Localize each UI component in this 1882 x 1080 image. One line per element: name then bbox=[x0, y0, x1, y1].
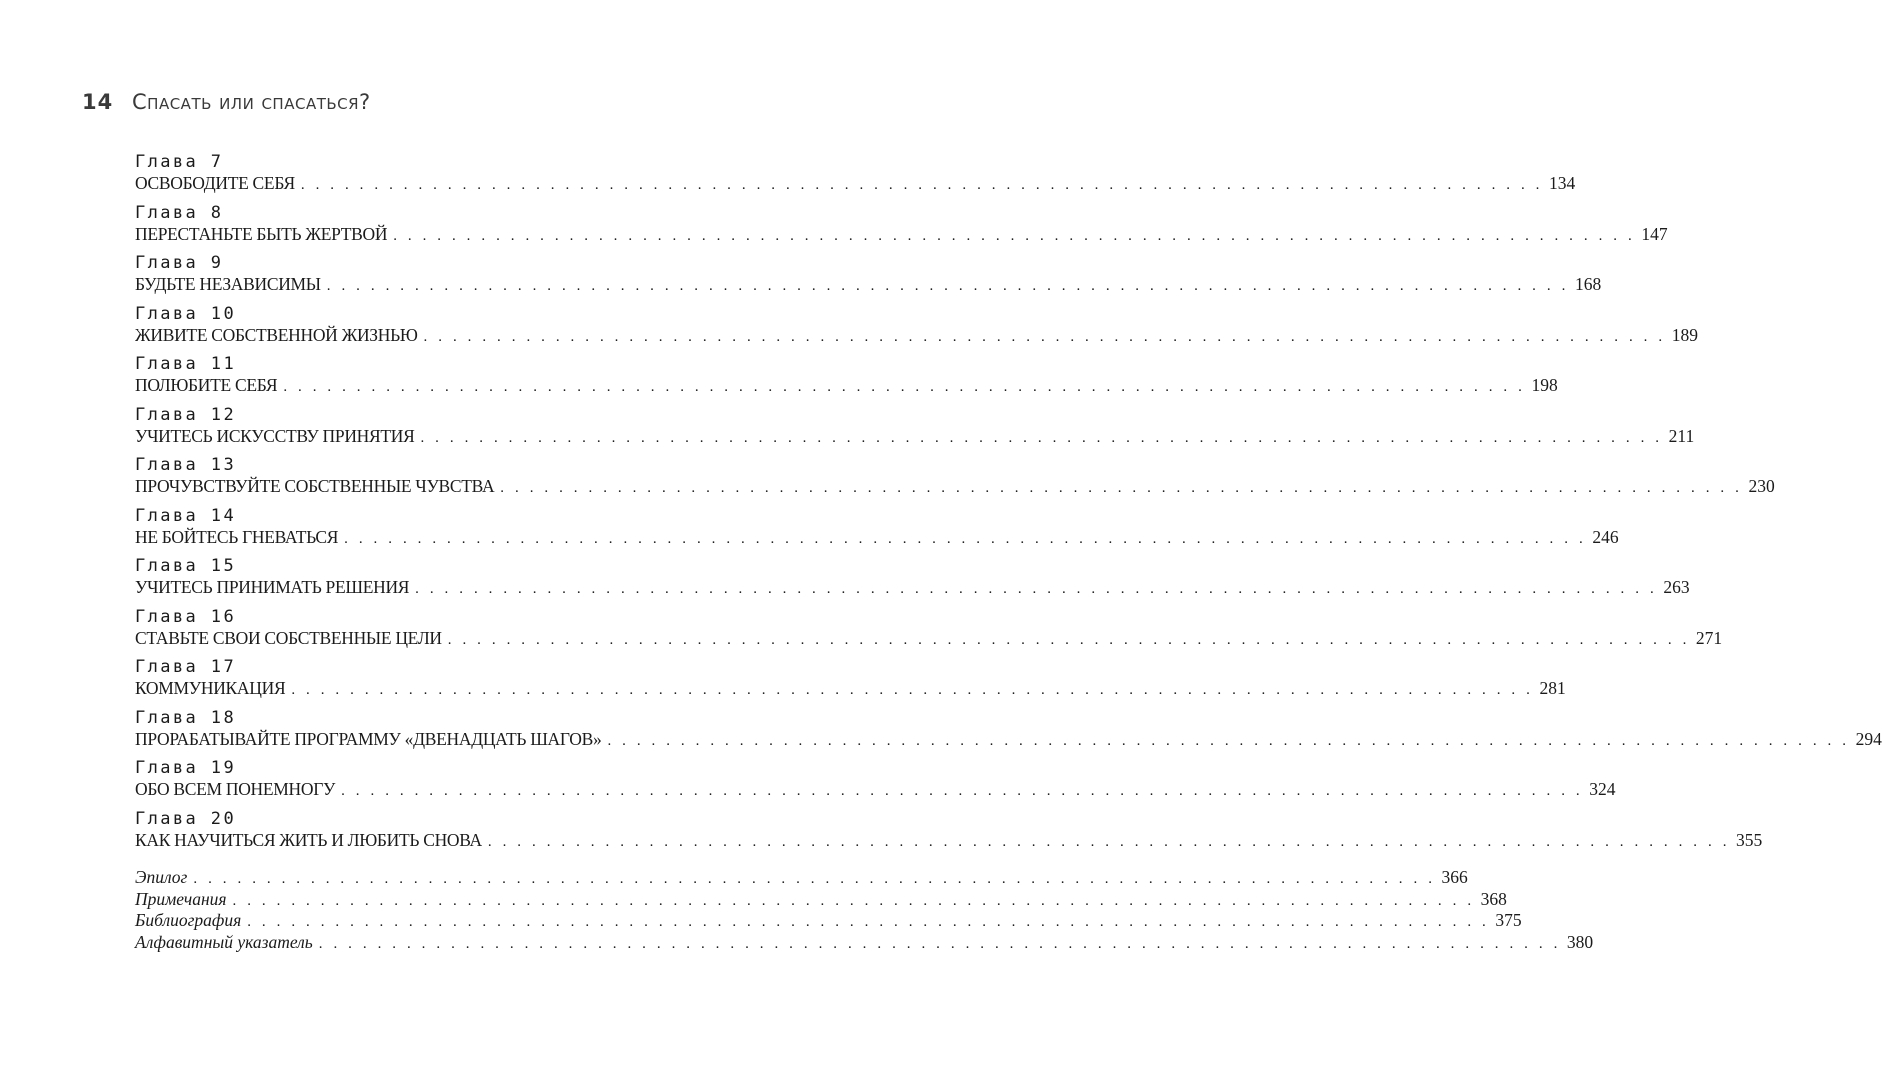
dot-leader: . . . . . . . . . . . . . . . . . . . . . . . . . . . . . . . . . . . . . . . . . . . . . . . . . . . . . . . . . . . . . . . . . . . . . . . . . . . . . . . . . . . . . bbox=[420, 429, 1663, 446]
chapter-title: БУДЬТЕ НЕЗАВИСИМЫ bbox=[135, 274, 321, 294]
chapter-page-number: 147 bbox=[1641, 223, 1668, 244]
chapter-title: ОСВОБОДИТЕ СЕБЯ bbox=[135, 173, 295, 193]
dot-leader: . . . . . . . . . . . . . . . . . . . . . . . . . . . . . . . . . . . . . . . . . . . . . . . . . . . . . . . . . . . . . . . . . . . . . . . . . . . . . . . . . . . . . bbox=[232, 892, 1475, 909]
back-matter-page-number: 368 bbox=[1480, 888, 1507, 909]
back-matter-title: Примечания bbox=[135, 888, 227, 909]
chapter-entry bbox=[135, 150, 1576, 201]
chapter-page-number: 211 bbox=[1668, 425, 1695, 446]
chapter-entry bbox=[135, 302, 1698, 353]
chapter-row[interactable] bbox=[135, 677, 1566, 701]
chapter-page-number: 246 bbox=[1592, 526, 1619, 547]
chapter-row[interactable] bbox=[135, 778, 1616, 802]
chapter-row[interactable] bbox=[135, 728, 1882, 752]
chapter-entry bbox=[135, 504, 1619, 555]
chapter-page-number: 294 bbox=[1855, 728, 1882, 749]
chapter-entry bbox=[135, 453, 1775, 504]
chapter-entry bbox=[135, 554, 1690, 605]
running-head bbox=[82, 90, 371, 120]
back-matter-page-number: 375 bbox=[1495, 910, 1522, 930]
chapter-page-number: 324 bbox=[1589, 779, 1616, 799]
back-matter-row[interactable] bbox=[135, 867, 1468, 889]
chapter-row[interactable] bbox=[135, 223, 1668, 247]
chapter-entry bbox=[135, 807, 1763, 858]
chapter-label: Глава 19 bbox=[135, 758, 237, 778]
back-matter-title: Библиография bbox=[135, 910, 242, 930]
chapter-title: УЧИТЕСЬ ИСКУССТВУ ПРИНЯТИЯ bbox=[135, 425, 415, 446]
dot-leader: . . . . . . . . . . . . . . . . . . . . . . . . . . . . . . . . . . . . . . . . . . . . . . . . . . . . . . . . . . . . . . . . . . . . . . . . . . . . . . . . . . . . . bbox=[447, 631, 1690, 648]
dot-leader: . . . . . . . . . . . . . . . . . . . . . . . . . . . . . . . . . . . . . . . . . . . . . . . . . . . . . . . . . . . . . . . . . . . . . . . . . . . . . . . . . . . . . bbox=[193, 871, 1436, 887]
chapter-entry bbox=[135, 706, 1882, 757]
chapter-title: ПОЛЮБИТЕ СЕБЯ bbox=[135, 375, 278, 395]
chapter-row[interactable] bbox=[135, 425, 1695, 449]
chapter-page-number: 230 bbox=[1748, 476, 1775, 496]
page-number: 14 bbox=[82, 90, 114, 114]
chapter-title: ЖИВИТЕ СОБСТВЕННОЙ ЖИЗНЬЮ bbox=[135, 324, 418, 345]
chapter-label: Глава 11 bbox=[135, 354, 237, 374]
chapter-label: Глава 12 bbox=[135, 404, 237, 425]
chapter-row[interactable] bbox=[135, 172, 1576, 196]
chapter-row[interactable] bbox=[135, 374, 1558, 398]
chapter-page-number: 168 bbox=[1574, 274, 1602, 294]
chapter-label: Глава 13 bbox=[135, 455, 237, 475]
chapter-title: ПРОРАБАТЫВАЙТЕ ПРОГРАММУ «ДВЕНАДЦАТЬ ШАГОВ» bbox=[135, 728, 602, 749]
back-matter-row[interactable] bbox=[135, 931, 1594, 954]
chapter-label: Глава 18 bbox=[135, 707, 237, 728]
table-of-contents bbox=[135, 150, 1882, 953]
chapter-label: Глава 20 bbox=[135, 808, 237, 829]
chapter-page-number: 281 bbox=[1539, 678, 1566, 698]
dot-leader: . . . . . . . . . . . . . . . . . . . . . . . . . . . . . . . . . . . . . . . . . . . . . . . . . . . . . . . . . . . . . . . . . . . . . . . . . . . . . . . . . . . . . bbox=[415, 581, 1658, 597]
back-matter-title: Эпилог bbox=[135, 867, 188, 887]
dot-leader: . . . . . . . . . . . . . . . . . . . . . . . . . . . . . . . . . . . . . . . . . . . . . . . . . . . . . . . . . . . . . . . . . . . . . . . . . . . . . . . . . . . . . bbox=[344, 530, 1587, 547]
dot-leader: . . . . . . . . . . . . . . . . . . . . . . . . . . . . . . . . . . . . . . . . . . . . . . . . . . . . . . . . . . . . . . . . . . . . . . . . . . . . . . . . . . . . . bbox=[300, 177, 1544, 193]
chapter-title: ОБО ВСЕМ ПОНЕМНОГУ bbox=[135, 779, 336, 799]
chapter-row[interactable] bbox=[135, 829, 1763, 853]
back-matter-title: Алфавитный указатель bbox=[135, 931, 313, 952]
chapter-row[interactable] bbox=[135, 627, 1723, 651]
chapter-title: ПРОЧУВСТВУЙТЕ СОБСТВЕННЫЕ ЧУВСТВА bbox=[135, 476, 495, 496]
chapter-entry bbox=[135, 201, 1668, 252]
chapter-page-number: 198 bbox=[1531, 375, 1558, 395]
chapter-title: УЧИТЕСЬ ПРИНИМАТЬ РЕШЕНИЯ bbox=[135, 577, 410, 597]
chapter-entry bbox=[135, 756, 1616, 807]
chapter-title: ПЕРЕСТАНЬТЕ БЫТЬ ЖЕРТВОЙ bbox=[135, 223, 388, 244]
chapter-row[interactable] bbox=[135, 324, 1698, 348]
dot-leader: . . . . . . . . . . . . . . . . . . . . . . . . . . . . . . . . . . . . . . . . . . . . . . . . . . . . . . . . . . . . . . . . . . . . . . . . . . . . . . . . . . . . . bbox=[607, 732, 1850, 749]
chapter-list bbox=[135, 150, 1882, 857]
chapter-row[interactable] bbox=[135, 576, 1690, 600]
chapter-label: Глава 16 bbox=[135, 606, 237, 627]
back-matter-page-number: 366 bbox=[1441, 867, 1468, 887]
chapter-row[interactable] bbox=[135, 526, 1619, 550]
dot-leader: . . . . . . . . . . . . . . . . . . . . . . . . . . . . . . . . . . . . . . . . . . . . . . . . . . . . . . . . . . . . . . . . . . . . . . . . . . . . . . . . . . . . . bbox=[423, 328, 1666, 345]
dot-leader: . . . . . . . . . . . . . . . . . . . . . . . . . . . . . . . . . . . . . . . . . . . . . . . . . . . . . . . . . . . . . . . . . . . . . . . . . . . . . . . . . . . . . bbox=[500, 480, 1743, 496]
dot-leader: . . . . . . . . . . . . . . . . . . . . . . . . . . . . . . . . . . . . . . . . . . . . . . . . . . . . . . . . . . . . . . . . . . . . . . . . . . . . . . . . . . . . . bbox=[291, 682, 1534, 698]
dot-leader: . . . . . . . . . . . . . . . . . . . . . . . . . . . . . . . . . . . . . . . . . . . . . . . . . . . . . . . . . . . . . . . . . . . . . . . . . . . . . . . . . . . . . bbox=[318, 935, 1561, 952]
dot-leader: . . . . . . . . . . . . . . . . . . . . . . . . . . . . . . . . . . . . . . . . . . . . . . . . . . . . . . . . . . . . . . . . . . . . . . . . . . . . . . . . . . . . . bbox=[247, 914, 1490, 930]
back-matter-row[interactable] bbox=[135, 910, 1522, 932]
chapter-entry bbox=[135, 655, 1566, 706]
chapter-page-number: 134 bbox=[1549, 173, 1576, 193]
chapter-page-number: 263 bbox=[1663, 577, 1690, 597]
chapter-label: Глава 8 bbox=[135, 202, 224, 223]
dot-leader: . . . . . . . . . . . . . . . . . . . . . . . . . . . . . . . . . . . . . . . . . . . . . . . . . . . . . . . . . . . . . . . . . . . . . . . . . . . . . . . . . . . . . bbox=[341, 783, 1584, 799]
chapter-label: Глава 9 bbox=[135, 253, 224, 273]
chapter-title: КАК НАУЧИТЬСЯ ЖИТЬ И ЛЮБИТЬ СНОВА bbox=[135, 829, 482, 850]
dot-leader: . . . . . . . . . . . . . . . . . . . . . . . . . . . . . . . . . . . . . . . . . . . . . . . . . . . . . . . . . . . . . . . . . . . . . . . . . . . . . . . . . . . . . bbox=[393, 227, 1636, 244]
chapter-entry bbox=[135, 403, 1695, 454]
back-matter-page-number: 380 bbox=[1566, 931, 1594, 952]
back-matter-list bbox=[135, 867, 1594, 953]
dot-leader: . . . . . . . . . . . . . . . . . . . . . . . . . . . . . . . . . . . . . . . . . . . . . . . . . . . . . . . . . . . . . . . . . . . . . . . . . . . . . . . . . . . . . bbox=[487, 833, 1731, 850]
back-matter-row[interactable] bbox=[135, 888, 1507, 911]
chapter-entry bbox=[135, 251, 1602, 302]
chapter-label: Глава 10 bbox=[135, 303, 237, 324]
chapter-label: Глава 14 bbox=[135, 505, 237, 526]
book-title: Спасать или спасаться? bbox=[132, 90, 371, 114]
chapter-page-number: 355 bbox=[1736, 829, 1763, 850]
chapter-title: НЕ БОЙТЕСЬ ГНЕВАТЬСЯ bbox=[135, 526, 339, 547]
chapter-label: Глава 7 bbox=[135, 152, 224, 172]
chapter-title: КОММУНИКАЦИЯ bbox=[135, 678, 286, 698]
chapter-label: Глава 15 bbox=[135, 556, 237, 576]
chapter-row[interactable] bbox=[135, 273, 1602, 297]
chapter-page-number: 189 bbox=[1671, 324, 1698, 345]
chapter-entry bbox=[135, 605, 1723, 656]
dot-leader: . . . . . . . . . . . . . . . . . . . . . . . . . . . . . . . . . . . . . . . . . . . . . . . . . . . . . . . . . . . . . . . . . . . . . . . . . . . . . . . . . . . . . bbox=[326, 278, 1569, 294]
chapter-title: СТАВЬТЕ СВОИ СОБСТВЕННЫЕ ЦЕЛИ bbox=[135, 627, 442, 648]
dot-leader: . . . . . . . . . . . . . . . . . . . . . . . . . . . . . . . . . . . . . . . . . . . . . . . . . . . . . . . . . . . . . . . . . . . . . . . . . . . . . . . . . . . . . bbox=[283, 379, 1526, 395]
chapter-entry bbox=[135, 352, 1558, 403]
chapter-label: Глава 17 bbox=[135, 657, 237, 677]
chapter-page-number: 271 bbox=[1695, 627, 1723, 648]
chapter-row[interactable] bbox=[135, 475, 1775, 499]
